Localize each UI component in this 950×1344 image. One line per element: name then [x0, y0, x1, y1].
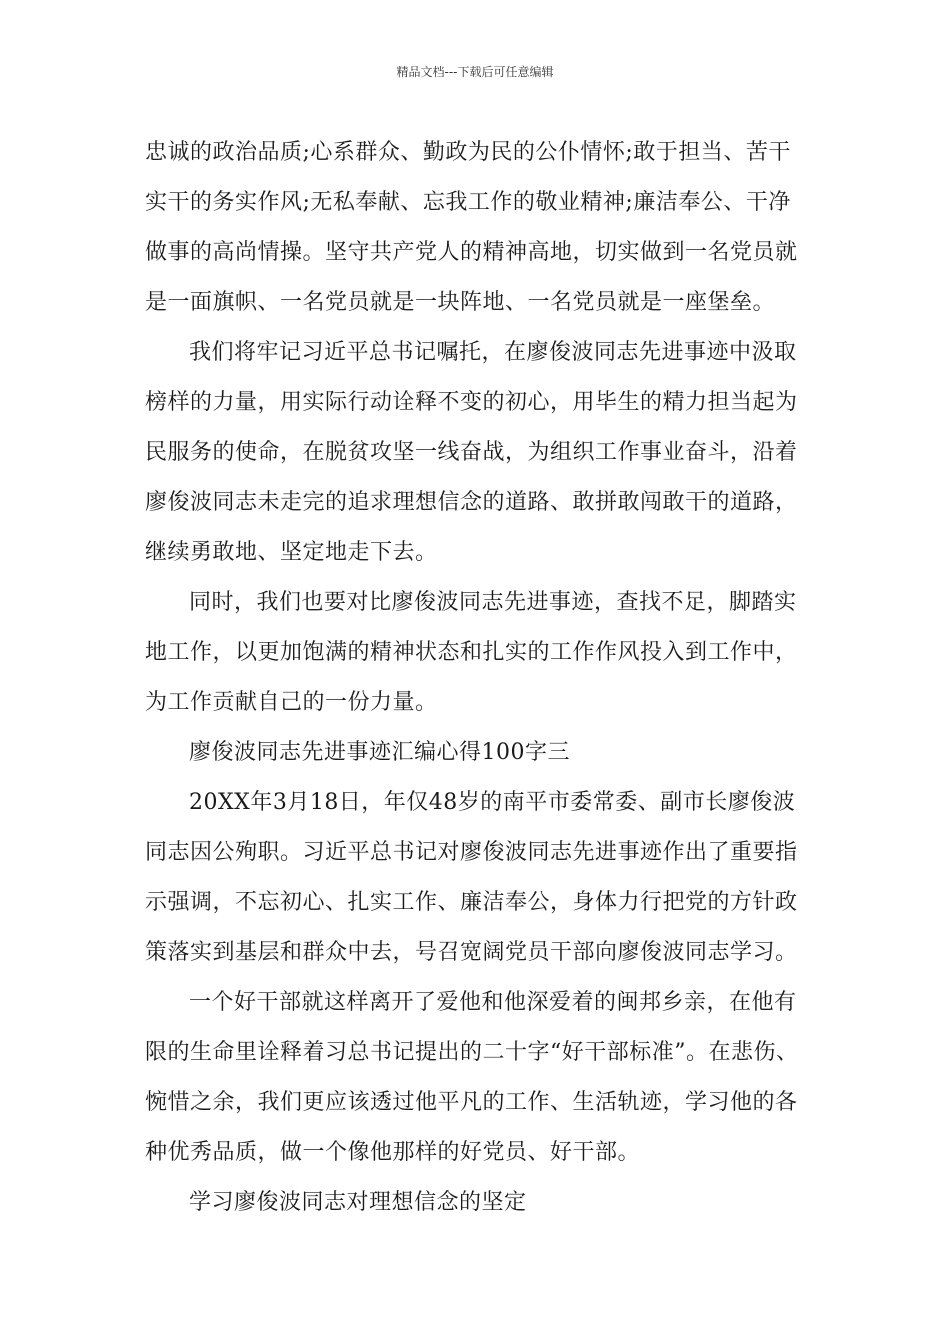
text-line: 做事的高尚情操。坚守共产党人的精神高地，切实做到一名党员就	[145, 240, 798, 265]
text-line: 继续勇敢地、坚定地走下去。	[145, 540, 438, 565]
paragraph	[145, 978, 835, 1178]
text-line: 学习廖俊波同志对理想信念的坚定	[189, 1190, 527, 1215]
page-header: 精品文档---下载后可任意编辑	[396, 65, 554, 79]
text-line: 示强调，不忘初心、扎实工作、廉洁奉公，身体力行把党的方针政	[145, 890, 798, 915]
paragraph	[145, 778, 835, 978]
text-line: 一个好干部就这样离开了爱他和他深爱着的闽邦乡亲，在他有	[189, 990, 797, 1015]
text-line: 惋惜之余，我们更应该透过他平凡的工作、生活轨迹，学习他的各	[145, 1090, 798, 1115]
text-line: 策落实到基层和群众中去，号召宽阔党员干部向廖俊波同志学习。	[145, 940, 798, 965]
text-line: 是一面旗帜、一名党员就是一块阵地、一名党员就是一座堡垒。	[145, 290, 776, 315]
paragraph	[145, 128, 835, 328]
text-line: 廖俊波同志未走完的追求理想信念的道路、敢拼敢闯敢干的道路，	[145, 490, 798, 515]
text-line: 忠诚的政治品质;心系群众、勤政为民的公仆情怀;敢于担当、苦干	[145, 140, 791, 165]
text-line: 为工作贡献自己的一份力量。	[145, 690, 438, 715]
text-line: 同志因公殉职。习近平总书记对廖俊波同志先进事迹作出了重要指	[145, 840, 798, 865]
text-line: 地工作，以更加饱满的精神状态和扎实的工作作风投入到工作中，	[145, 640, 798, 665]
paragraph	[145, 1178, 835, 1228]
text-line: 榜样的力量，用实际行动诠释不变的初心，用毕生的精力担当起为	[145, 390, 798, 415]
paragraph	[145, 578, 835, 728]
paragraph	[145, 728, 835, 778]
text-line: 20XX年3月18日，年仅48岁的南平市委常委、副市长廖俊波	[189, 790, 796, 815]
text-line: 限的生命里诠释着习总书记提出的二十字“好干部标准”。在悲伤、	[145, 1040, 799, 1065]
text-line: 我们将牢记习近平总书记嘱托，在廖俊波同志先进事迹中汲取	[189, 340, 797, 365]
text-line: 民服务的使命，在脱贫攻坚一线奋战，为组织工作事业奋斗，沿着	[145, 440, 798, 465]
text-line: 廖俊波同志先进事迹汇编心得100字三	[189, 740, 570, 765]
text-line: 同时，我们也要对比廖俊波同志先进事迹，查找不足，脚踏实	[189, 590, 797, 615]
text-line: 实干的务实作风;无私奉献、忘我工作的敬业精神;廉洁奉公、干净	[145, 190, 791, 215]
text-line: 种优秀品质，做一个像他那样的好党员、好干部。	[145, 1140, 641, 1165]
document-body	[145, 128, 835, 1228]
paragraph	[145, 328, 835, 578]
